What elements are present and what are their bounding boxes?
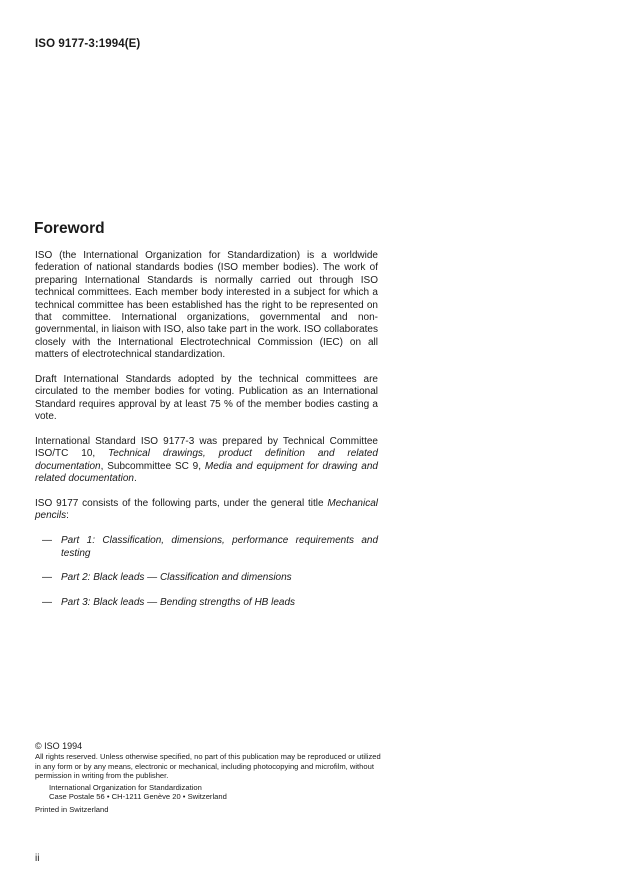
- foreword-paragraph-2: Draft International Standards adopted by the technical committees are circulated to the member bodies for voting. Publication as an International Standard requires approval by at least 75 % of the member bodies casting a vote.: [35, 374, 378, 423]
- parts-list: [35, 535, 378, 609]
- list-item: [35, 597, 378, 609]
- copyright-notice: © ISO 1994: [35, 741, 83, 751]
- foreword-body: [35, 250, 378, 622]
- list-dash: —: [42, 572, 52, 584]
- list-dash: —: [42, 597, 52, 609]
- part-number: Part 2:: [61, 572, 91, 584]
- part-title: Black leads — Bending strengths of HB leads: [93, 597, 296, 609]
- foreword-paragraph-3: [35, 436, 378, 486]
- copyright-block: [35, 741, 385, 815]
- postal-address: Case Postale 56 • CH-1211 Genève 20 • Switzerland: [49, 792, 227, 802]
- rights-statement: All rights reserved. Unless otherwise specified, no part of this publication may be reproduced or utilized in any form or by any means, electronic or mechanical, including photocopying and microfilm, without permission in writing from the publisher.: [35, 752, 381, 781]
- para4-suffix: :: [66, 510, 69, 522]
- part-number: Part 3:: [61, 597, 91, 609]
- list-dash: —: [42, 535, 52, 547]
- para3-middle: , Subcommittee SC 9,: [100, 460, 205, 472]
- para3-prefix: International Standard ISO 9177-3 was prepared by Technical Committee ISO/TC 10,: [35, 436, 378, 460]
- printed-in: Printed in Switzerland: [35, 804, 109, 814]
- page-number: ii: [35, 853, 40, 864]
- list-item: [35, 535, 378, 560]
- technical-committee-title: Technical drawings, product definition and related documentation: [35, 448, 378, 472]
- subcommittee-title: Media and equipment for drawing and related documentation: [35, 460, 378, 485]
- part-title: Classification, dimensions, performance requirements and testing: [61, 535, 379, 559]
- foreword-paragraph-4: [35, 498, 378, 523]
- para4-prefix: ISO 9177 consists of the following parts, under the general title: [35, 498, 328, 510]
- publisher-address: [35, 783, 385, 802]
- document-id-header: ISO 9177-3:1994(E): [35, 38, 141, 50]
- part-title: Black leads — Classification and dimensions: [93, 572, 292, 584]
- page-title: Foreword: [34, 220, 105, 237]
- general-title: Mechanical pencils: [35, 498, 378, 522]
- part-number: Part 1:: [61, 535, 96, 547]
- foreword-paragraph-1: ISO (the International Organization for Standardization) is a worldwide federation of national standards bodies (ISO member bodies). The work of preparing International Standards is normally carried out through ISO technical committees. Each member body interested in a subject for which a technical committee has been established has the right to be represented on that committee. International organizations, governmental and non-governmental, in liaison with ISO, also take part in the work. ISO collaborates closely with the International Electrotechnical Commission (IEC) on all matters of electrotechnical standardization.: [35, 250, 378, 361]
- para3-suffix: .: [133, 473, 137, 485]
- list-item: [35, 572, 378, 584]
- organization-name: International Organization for Standardization: [49, 782, 202, 792]
